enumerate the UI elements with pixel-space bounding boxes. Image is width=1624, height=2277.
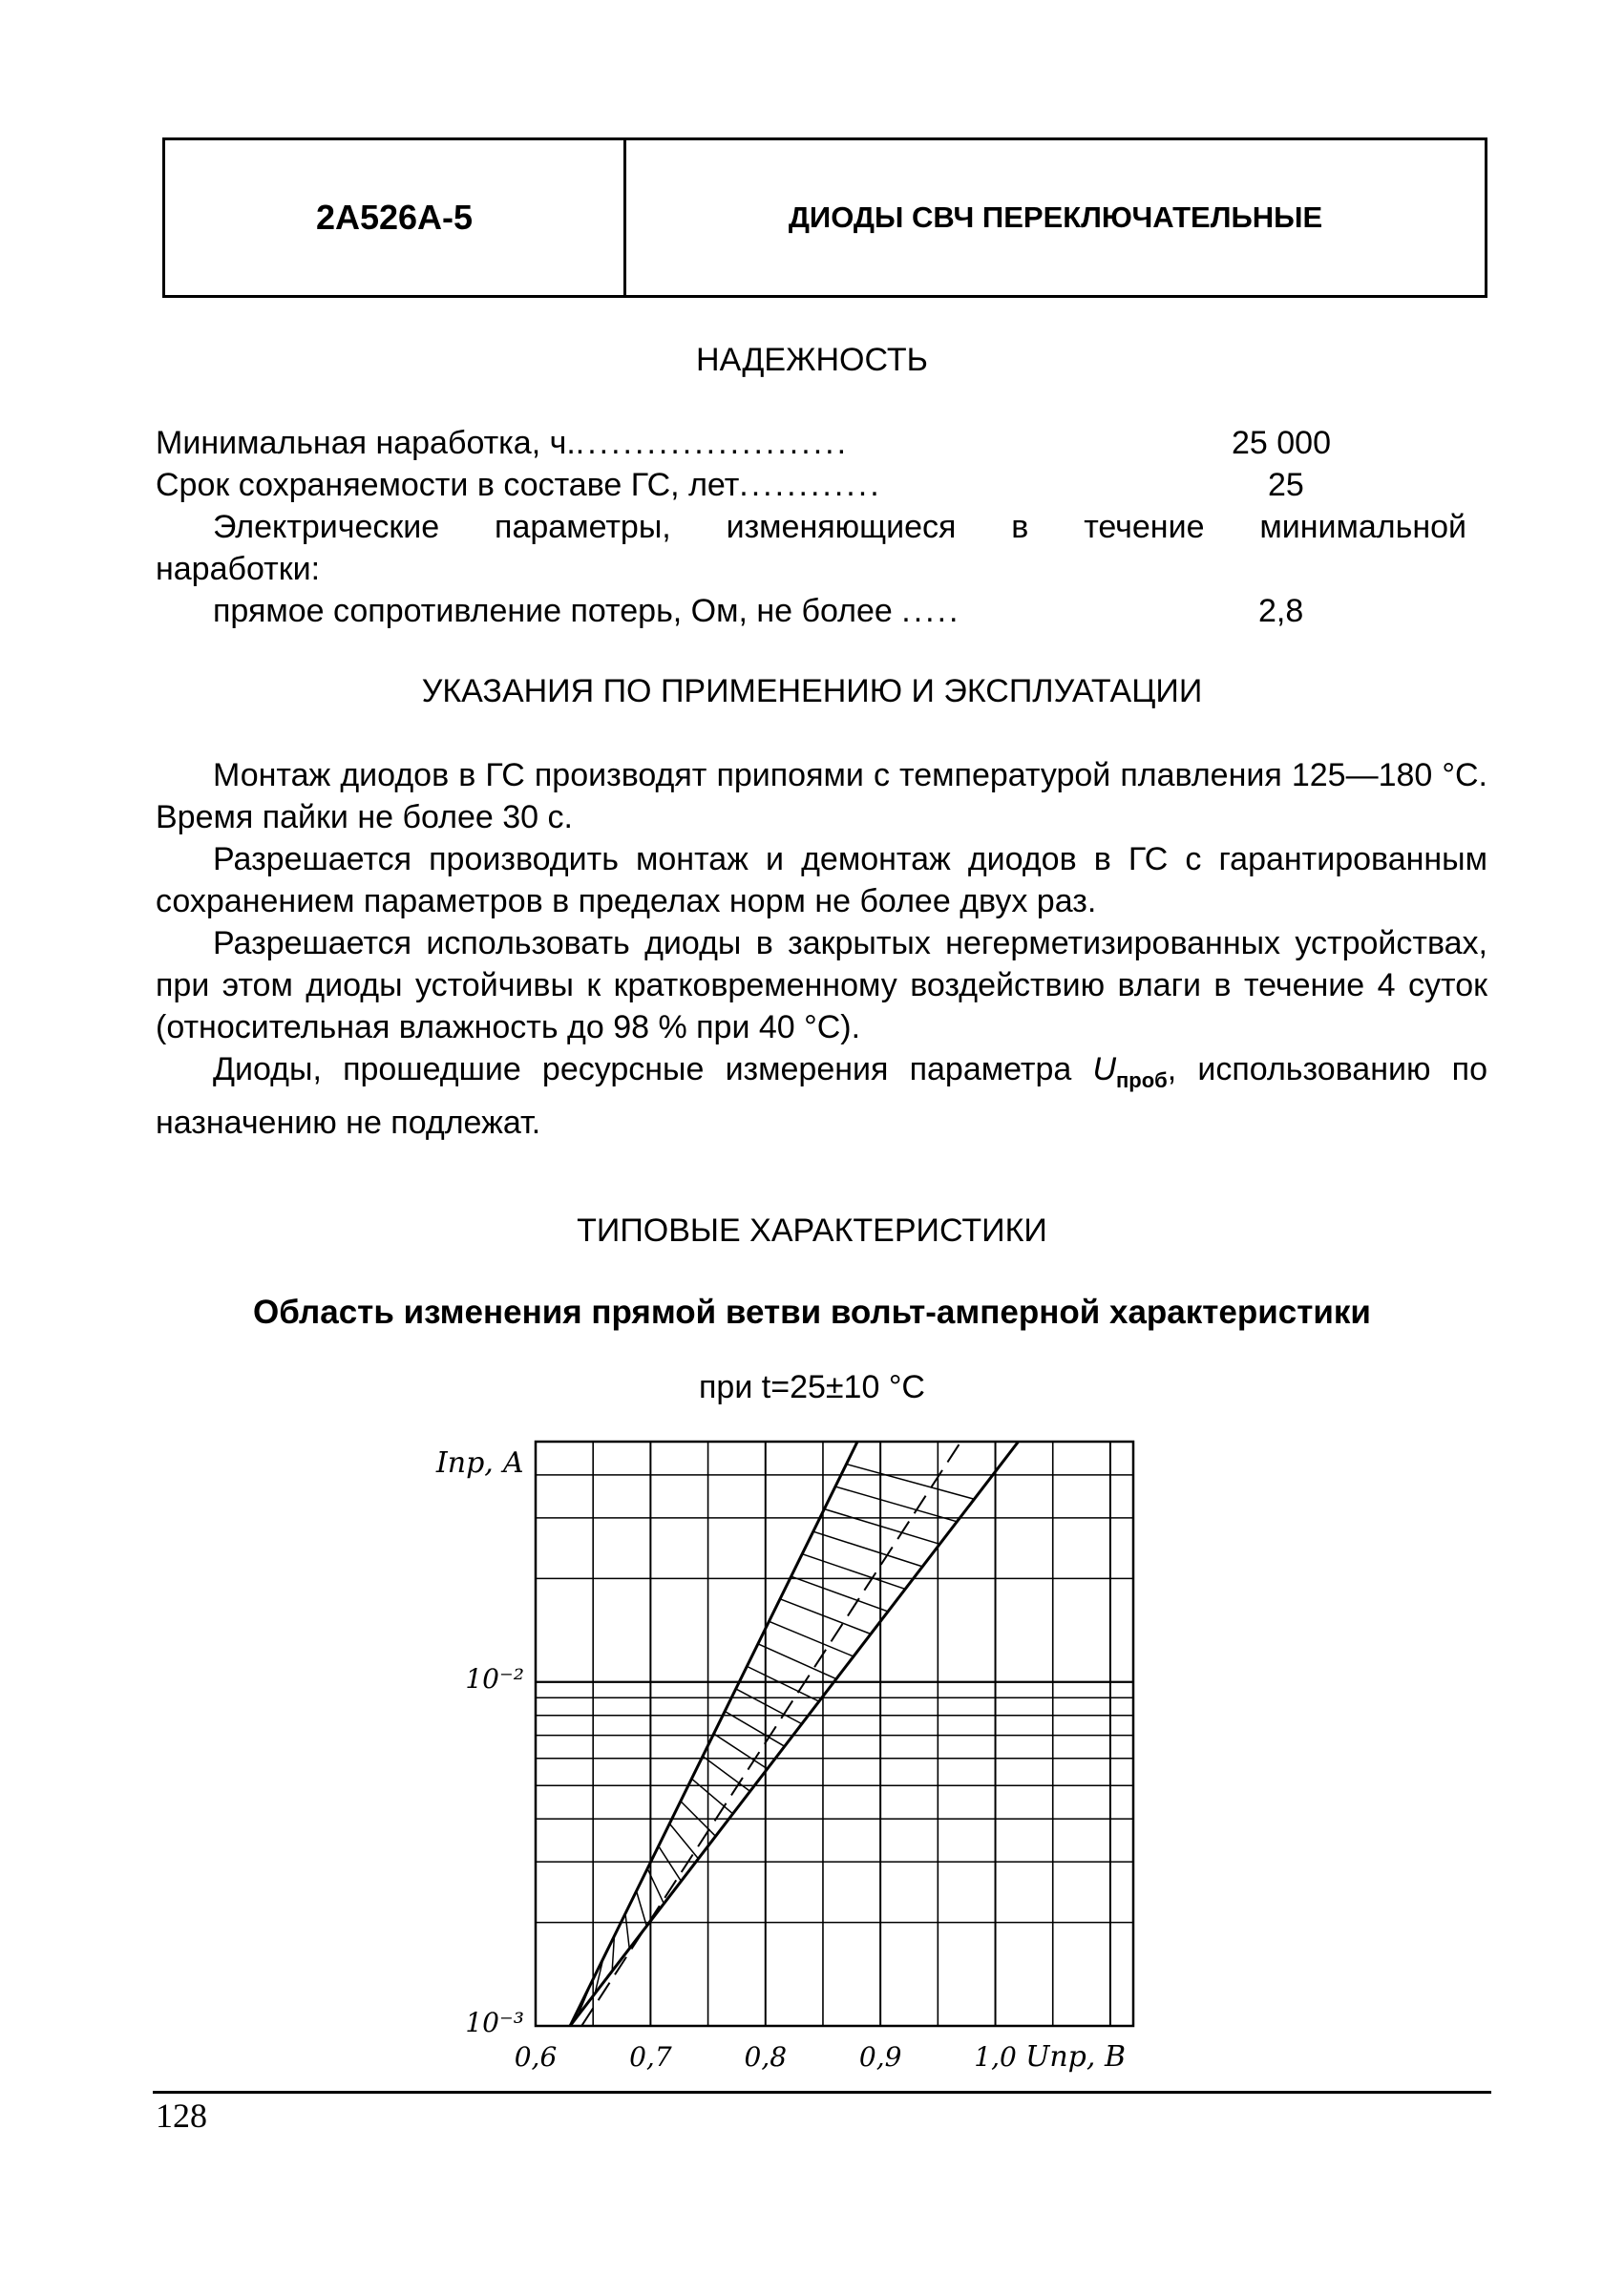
usage-paragraph-3: Разрешается использовать диоды в закрытых негерметизированных устройствах, при этом диоды устойчивы к кратковременному воздействию влаги в течение 4 суток (относительная влажность до 98 % при 40 °С). <box>156 925 1487 1045</box>
hatch-line <box>625 1913 629 1949</box>
hatch-line <box>736 1689 802 1724</box>
params-intro-continued: наработки: <box>156 551 321 587</box>
loss-resistance-label: прямое сопротивление потерь, Ом, не более ..... <box>213 593 961 629</box>
hatch-line <box>780 1599 871 1634</box>
hatch-line <box>725 1711 785 1746</box>
storage-life-value: 25 <box>1268 467 1304 503</box>
device-code: 2А526А-5 <box>315 198 474 237</box>
chart-condition: при t=25±10 °С <box>699 1369 925 1405</box>
hatch-line <box>637 1891 647 1927</box>
page-number: 128 <box>156 2097 207 2135</box>
x-tick-label: 1,0 <box>974 2041 1017 2073</box>
typical-heading: ТИПОВЫЕ ХАРАКТЕРИСТИКИ <box>577 1212 1047 1249</box>
usage-paragraph-2: Разрешается производить монтаж и демонтаж диодов в ГС с гарантированным сохранением параметров в пределах норм не более двух раз. <box>156 841 1487 919</box>
header-title: ДИОДЫ СВЧ ПЕРЕКЛЮЧАТЕЛЬНЫЕ <box>788 200 1323 234</box>
iv-characteristic-chart <box>401 1423 1165 2081</box>
hatch-line <box>691 1779 732 1814</box>
band-boundary-curve <box>570 1442 857 2026</box>
reliability-heading: НАДЕЖНОСТЬ <box>696 342 928 378</box>
hatch-line <box>659 1846 682 1882</box>
y-tick-label: 10⁻² <box>465 1662 524 1695</box>
min-operating-time-value: 25 000 <box>1232 425 1331 461</box>
hatch-line <box>813 1531 922 1567</box>
usage-paragraphs <box>156 754 1487 1144</box>
chart-grid <box>536 1442 1133 2026</box>
min-operating-time-label: Минимальная наработка, ч........................ <box>156 425 850 461</box>
x-axis-label: Uпр, В <box>1025 2040 1126 2074</box>
hatch-line <box>747 1666 819 1701</box>
band-boundary-curve <box>570 1442 1019 2026</box>
usage-paragraph-4: Диоды, прошедшие ресурсные измерения параметра $U_{проб}$, использованию по назначению не подлежат. <box>156 1051 1487 1141</box>
hatch-line <box>758 1644 836 1679</box>
hatch-line <box>835 1486 957 1522</box>
plot-frame <box>536 1442 1133 2026</box>
header-box <box>162 137 1487 298</box>
x-tick-label: 0,9 <box>858 2041 902 2073</box>
hatch-line <box>669 1824 698 1859</box>
usage-heading: УКАЗАНИЯ ПО ПРИМЕНЕНИЮ И ЭКСПЛУАТАЦИИ <box>421 673 1203 709</box>
footer-rule <box>153 2091 1491 2094</box>
chart-subtitle: Область изменения прямой ветви вольт-амперной характеристики <box>253 1294 1371 1331</box>
hatch-line <box>824 1509 939 1545</box>
dashed-median-curve <box>581 1442 960 2026</box>
hatch-line <box>791 1576 888 1612</box>
storage-life-label: Срок сохраняемости в составе ГС, лет............ <box>156 467 882 503</box>
params-intro-line <box>213 509 1466 546</box>
y-axis-label: Iпр, А <box>435 1446 525 1480</box>
loss-resistance-value: 2,8 <box>1258 593 1304 629</box>
y-tick-label: 10⁻³ <box>465 2007 524 2038</box>
hatch-line <box>802 1554 905 1590</box>
x-tick-label: 0,8 <box>744 2041 788 2073</box>
params-intro-text: Электрические параметры, изменяющиеся в течение минимальной <box>213 509 1466 545</box>
usage-paragraph-1: Монтаж диодов в ГС производят припоями с температурой плавления 125—180 °С. Время пайки не более 30 с. <box>156 757 1487 835</box>
x-tick-label: 0,6 <box>514 2041 558 2073</box>
chart-curves <box>570 1442 1019 2026</box>
hatched-band <box>570 1465 974 2026</box>
hatch-line <box>714 1734 768 1769</box>
x-tick-label: 0,7 <box>629 2041 672 2073</box>
hatch-line <box>847 1465 975 1500</box>
